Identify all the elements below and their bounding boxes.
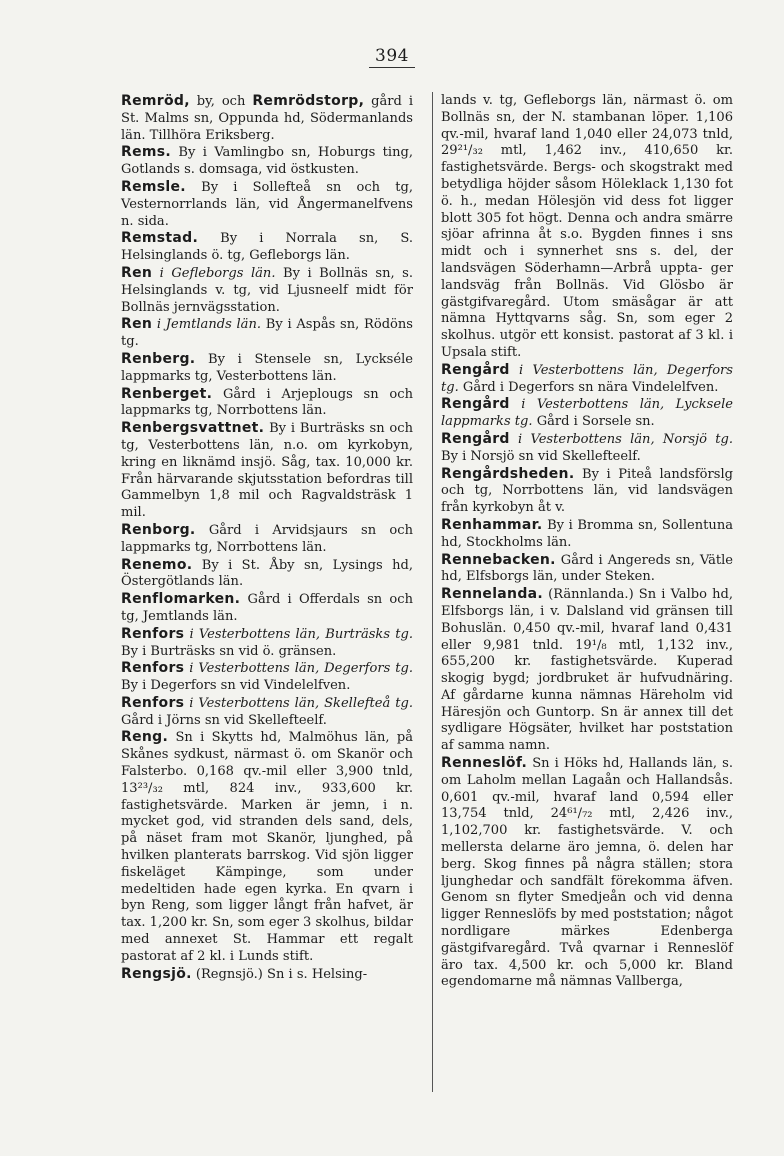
entry-headword: Rengård bbox=[441, 396, 510, 413]
entry bbox=[121, 179, 413, 230]
entry-text: by, och bbox=[189, 94, 253, 109]
entry-text: Sn i Skytts hd, Malmöhus län, på Skånes sydkust, närmast ö. om Skanör och Falsterbo. 0,168 qv.-mil eller 3,900 tnld, 13²³/₃₂ mtl, 824 inv., 933,600 kr. fastighetsvärde. Marken är jemn, i n. mycket god, vid stranden dels sand, dels, på näset fram mot Skanör, ljunghed, på hvilken planterats barrskog. Vid sjön ligger fiskeläget Kämpinge, som under medeltiden hade egen kyrka. En qvarn i byn Reng, som ligger långt från hafvet, är tax. 1,200 kr. Sn, som eger 3 skolhus, bildar med annexet St. Hammar ett regalt pastorat af 2 kl. i Lunds stift. bbox=[121, 730, 413, 964]
entry-headword: Ren bbox=[121, 264, 153, 281]
entry-text: gård i St. Malms sn, Oppunda hd, Södermanlands län. Tillhöra Eriksberg. bbox=[121, 94, 413, 143]
entry-region: i Vesterbottens län, Degerfors tg. bbox=[184, 661, 413, 677]
entry-headword: Renflomarken. bbox=[121, 591, 241, 608]
entry-text: By i Vamlingbo sn, Hoburgs ting, Gotlands s. domsaga, vid östkusten. bbox=[121, 145, 413, 178]
entry-text: Gård i Sorsele sn. bbox=[532, 414, 655, 430]
entry-region: i Gefleborgs län. bbox=[152, 265, 276, 281]
entry bbox=[121, 351, 413, 386]
entry bbox=[441, 586, 733, 755]
entry-headword: Renneslöf. bbox=[441, 755, 528, 772]
entry bbox=[121, 660, 413, 695]
entry-text: Sn i Höks hd, Hallands län, s. om Laholm mellan Lagaån och Hallandsås. 0,601 qv.-mil, hvaraf land 0,594 eller 13,754 tnld, 24⁶¹/₇₂ mtl, 2,426 inv., 1,102,700 kr. fastighetsvärde. V. och mellersta delarne äro jemna, ö. delen har berg. Skog finnes på några ställen; stora ljunghedar och sandfält förekomma äfven. Genom sn flyter Smedjeån och vid denna ligger Renneslöfs by med poststation; något nordligare märkes Edenberga gästgifvaregård. Två qvarnar i Renneslöf äro tax. 4,500 kr. och 5,000 kr. Bland egendomarne må nämnas Vallberga, bbox=[441, 756, 733, 990]
entry-region: i Jemtlands län. bbox=[152, 317, 262, 333]
entry-text: By i St. Åby sn, Lysings hd, Östergötlands län. bbox=[121, 557, 413, 590]
entry-text: By i Stensele sn, Lyckséle lappmarks tg, Vesterbottens län. bbox=[121, 351, 413, 384]
entry bbox=[121, 265, 413, 316]
entry-headword: Rems. bbox=[121, 144, 172, 161]
entry-headword: Rengsjö. bbox=[121, 965, 192, 982]
entry bbox=[441, 552, 733, 587]
entry bbox=[121, 316, 413, 351]
entry-text: By i Aspås sn, Rödöns tg. bbox=[121, 317, 413, 350]
entry bbox=[441, 362, 733, 397]
entry-text: By i Norsjö sn vid Skellefteelf. bbox=[441, 448, 641, 464]
entry-text: lands v. tg, Gefleborgs län, närmast ö. om Bollnäs sn, der N. stambanan löper. 1,106 qv.-mil, hvaraf land 1,040 eller 24,073 tnld, 29²¹/₃₂ mtl, 1,462 inv., 410,650 kr. fastighetsvärde. Bergs- och skogstrakt med betydliga höjder såsom Höleklack 1,130 fot ö. h., medan Hölesjön vid dess fot ligger blott 305 fot högt. Denna och andra smärre sjöar afrinna åt s.o. Bygden finnes i sns midt och i synnerhet sns s. del, der landsvägen Söderhamn—Arbrå uppta- ger landsväg från Bollnäs. Vid Glösbo är gästgifvaregård. Utom smäsågar är att nämna Hyttqvarns såg. Sn, som eger 2 skolhus. utgör ett konsist. pastorat af 3 kl. i Upsala stift. bbox=[441, 93, 733, 360]
entry-headword: Remstad. bbox=[121, 230, 199, 247]
entry-text: By i Piteå landsförslg och tg, Norrbottens län, vid landsvägen från kyrkobyn åt v. bbox=[441, 466, 733, 516]
entry-text: Gård i Arjeplougs sn och lappmarks tg, Norrbottens län. bbox=[121, 386, 413, 419]
entry bbox=[441, 431, 733, 466]
entry-headword: Remrödstorp, bbox=[252, 93, 365, 109]
entry bbox=[121, 729, 413, 965]
entry bbox=[121, 522, 413, 557]
entry-headword: Renberget. bbox=[121, 385, 213, 402]
entry-headword: Rennebacken. bbox=[441, 551, 556, 568]
entry-region: i Vesterbottens län, Degerfors tg. bbox=[441, 362, 733, 395]
entry-headword: Renfors bbox=[121, 694, 185, 711]
entry bbox=[441, 93, 733, 362]
entry-text: By i Burträsks sn vid ö. gränsen. bbox=[121, 643, 337, 659]
entry-headword: Rennelanda. bbox=[441, 586, 544, 603]
entry-headword: Rengård bbox=[441, 361, 510, 378]
entry-region: i Vesterbottens län, Skellefteå tg. bbox=[184, 695, 413, 711]
entry bbox=[121, 144, 413, 179]
entry-headword: Renemo. bbox=[121, 556, 193, 573]
entry bbox=[441, 755, 733, 991]
entry-region: i Vesterbottens län, Norsjö tg. bbox=[509, 431, 733, 447]
entry bbox=[121, 386, 413, 421]
entry bbox=[121, 966, 413, 984]
entry bbox=[441, 466, 733, 517]
entry-headword: Renhammar. bbox=[441, 516, 543, 533]
entry-text: (Rännlanda.) Sn i Valbo hd, Elfsborgs län, i v. Dalsland vid gränsen till Bohuslän. 0,450 qv.-mil, hvaraf land 0,431 eller 9,981 tnld. 19¹/₈ mtl, 1,132 inv., 655,200 kr. fastighetsvärde. Kuperad skogig bygd; jordbruket är hufvudnäring. Af gårdarne kunna nämnas Häreholm vid Häresjön och Guntorp. Sn är annex till det sydligare Högsäter, hvilket har poststation af samma namn. bbox=[441, 587, 733, 754]
entry bbox=[121, 557, 413, 592]
entry-text: By i Degerfors sn vid Vindelelfven. bbox=[121, 678, 351, 694]
entry-headword: Reng. bbox=[121, 729, 169, 746]
right-column bbox=[441, 93, 733, 991]
entry-headword: Renberg. bbox=[121, 350, 196, 367]
entry-headword: Ren bbox=[121, 316, 153, 333]
entry bbox=[441, 396, 733, 431]
entry-text: Gård i Jörns sn vid Skellefteelf. bbox=[121, 712, 327, 728]
entry bbox=[121, 591, 413, 626]
entry-region: i Vesterbottens län, Lycksele lappmarks tg. bbox=[441, 397, 733, 430]
entry-text: By i Sollefteå sn och tg, Vesternorrlands län, vid Ångermanelfvens n. sida. bbox=[121, 179, 413, 229]
entry-headword: Renfors bbox=[121, 625, 185, 642]
entry-headword: Renborg. bbox=[121, 521, 196, 538]
entry-headword: Remsle. bbox=[121, 178, 186, 195]
entry bbox=[121, 420, 413, 522]
left-column bbox=[121, 93, 413, 983]
entry bbox=[121, 93, 413, 144]
entry-headword: Renbergsvattnet. bbox=[121, 420, 265, 437]
entry bbox=[121, 695, 413, 730]
entry-text: Gård i Arvidsjaurs sn och lappmarks tg, Norrbottens län. bbox=[121, 522, 413, 555]
entry-text: Gård i Offerdals sn och tg, Jemtlands län. bbox=[121, 592, 413, 624]
entry-text: Gård i Degerfors sn nära Vindelelfven. bbox=[458, 379, 719, 395]
entry-text: (Regnsjö.) Sn i s. Helsing- bbox=[191, 966, 368, 982]
entry-text: By i Norrala sn, S. Helsinglands ö. tg, Gefleborgs län. bbox=[121, 231, 413, 264]
entry bbox=[441, 517, 733, 552]
entry-headword: Rengård bbox=[441, 430, 510, 447]
entry-text: By i Bromma sn, Sollentuna hd, Stockholms län. bbox=[441, 517, 733, 550]
entry-text: By i Bollnäs sn, s. Helsinglands v. tg, vid Ljusneelf midt för Bollnäs jernvägsstation. bbox=[121, 265, 413, 315]
entry-headword: Renfors bbox=[121, 660, 185, 677]
entry-text: By i Burträsks sn och tg, Vesterbottens län, n.o. om kyrkobyn, kring en liknämd insjö. Såg, tax. 10,000 kr. Från härvarande skjutsstation befordras till Gammelbyn 1,8 mil och Ragvaldsträsk 1 mil. bbox=[121, 421, 413, 521]
entry bbox=[121, 626, 413, 661]
entry-text: Gård i Angereds sn, Vätle hd, Elfsborgs län, under Steken. bbox=[441, 552, 733, 585]
entry bbox=[121, 230, 413, 265]
entry-region: i Vesterbottens län, Burträsks tg. bbox=[184, 626, 413, 642]
entry-headword: Rengårdsheden. bbox=[441, 465, 575, 482]
page-number: 394 bbox=[0, 46, 784, 66]
entry-headword: Remröd, bbox=[121, 93, 190, 109]
column-divider bbox=[432, 92, 433, 1092]
